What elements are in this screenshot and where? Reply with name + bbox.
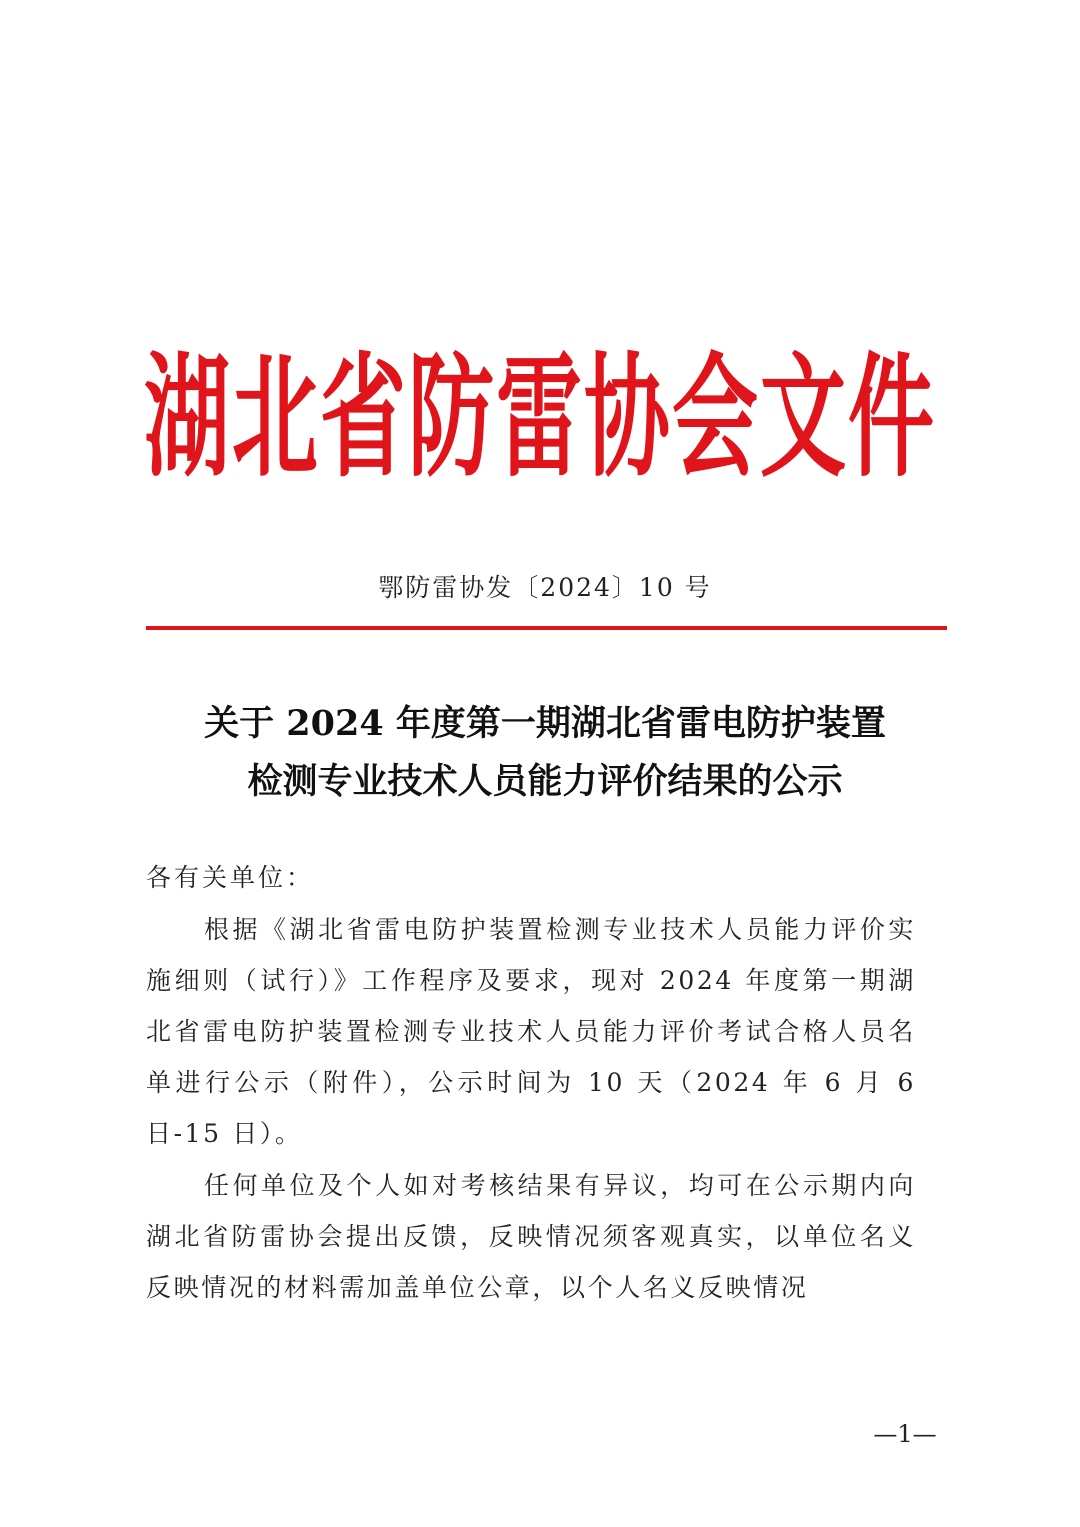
body-paragraph-2: 任何单位及个人如对考核结果有异议，均可在公示期内向湖北省防雷协会提出反馈，反映情况须客观真实，以单位名义反映情况的材料需加盖单位公章，以个人名义反映情况 (146, 1171, 916, 1302)
heading-line-1: 关于 2024 年度第一期湖北省雷电防护装置 (204, 703, 886, 744)
heading-line-2: 检测专业技术人员能力评价结果的公示 (247, 761, 843, 802)
red-header-title: 湖北省防雷协会文件 (144, 341, 936, 497)
notice-heading (140, 695, 950, 811)
red-divider-line (146, 626, 947, 630)
salutation: 各有关单位： (146, 863, 315, 892)
body-paragraph-1: 根据《湖北省雷电防护装置检测专业技术人员能力评价实施细则（试行）》工作程序及要求，现对 2024 年度第一期湖北省雷电防护装置检测专业技术人员能力评价考试合格人员名单进行公示（附件），公示时间为 10 天（2024 年 6 月 6 日-15 日）。 (146, 915, 916, 1148)
document-number: 鄂防雷协发〔2024〕10 号 (378, 573, 712, 602)
page-number: —1— (873, 1420, 937, 1448)
